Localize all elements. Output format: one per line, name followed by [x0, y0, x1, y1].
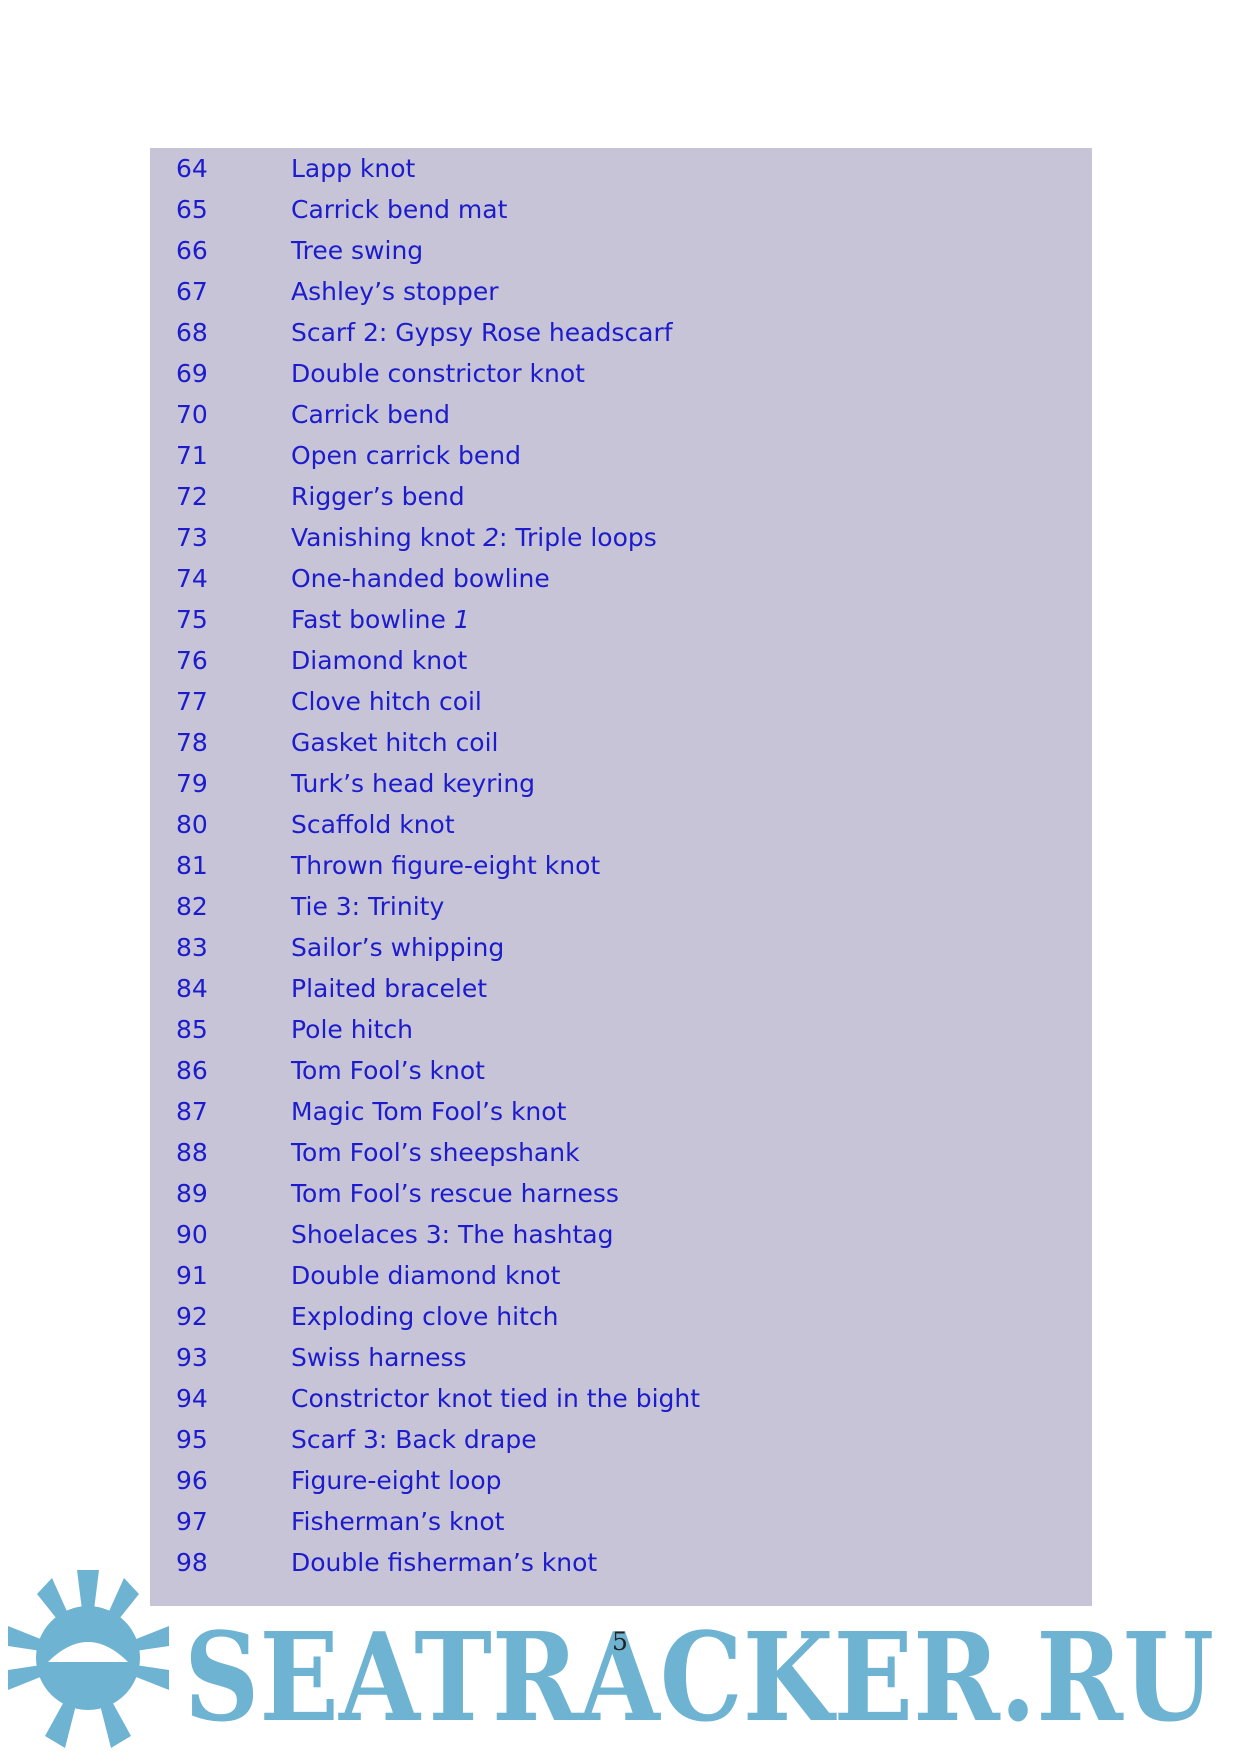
toc-entry-number: 92 [176, 1302, 208, 1331]
watermark-text: SEATRACKER.RU [184, 1605, 1214, 1749]
toc-entry-number: 79 [176, 769, 208, 798]
toc-entry-number: 91 [176, 1261, 208, 1290]
toc-entry-number: 77 [176, 687, 208, 716]
toc-entry-title: Scaffold knot [291, 810, 455, 839]
toc-entry [150, 230, 1092, 271]
toc-entry-number: 96 [176, 1466, 208, 1495]
toc-entry-title: Shoelaces 3: The hashtag [291, 1220, 614, 1249]
toc-entry-title: Tom Fool’s knot [291, 1056, 485, 1085]
toc-entry-title: Constrictor knot tied in the bight [291, 1384, 701, 1413]
toc-entry [150, 435, 1092, 476]
toc-entry-title: Pole hitch [291, 1015, 413, 1044]
toc-entry-number: 88 [176, 1138, 208, 1167]
toc-entry-number: 87 [176, 1097, 208, 1126]
toc-entry [150, 1378, 1092, 1419]
toc-entry [150, 148, 1092, 189]
toc-entry-title: Swiss harness [291, 1343, 467, 1372]
toc-entry [150, 1050, 1092, 1091]
toc-entry-number: 97 [176, 1507, 208, 1536]
toc-entry-number: 95 [176, 1425, 208, 1454]
seatracker-watermark [0, 1560, 1240, 1754]
toc-entry [150, 845, 1092, 886]
toc-entry [150, 681, 1092, 722]
italic-number: 1 [453, 605, 470, 634]
toc-entry-number: 85 [176, 1015, 208, 1044]
toc-entry [150, 476, 1092, 517]
toc-entry [150, 271, 1092, 312]
toc-entry [150, 189, 1092, 230]
toc-entry-number: 69 [176, 359, 208, 388]
toc-entry-title: Fisherman’s knot [291, 1507, 505, 1536]
toc-entry [150, 1501, 1092, 1542]
toc-entry [150, 394, 1092, 435]
toc-entry-title: Tree swing [291, 236, 424, 265]
toc-entry-number: 75 [176, 605, 208, 634]
toc-entry-title: Carrick bend [291, 400, 450, 429]
toc-entry-title: Carrick bend mat [291, 195, 508, 224]
toc-entry-title: Double diamond knot [291, 1261, 561, 1290]
toc-entry-title: Scarf 3: Back drape [291, 1425, 537, 1454]
toc-entry [150, 353, 1092, 394]
toc-entry-number: 78 [176, 728, 208, 757]
toc-entry-title: Vanishing knot 2: Triple loops [291, 523, 657, 552]
toc-entry [150, 927, 1092, 968]
toc-entry-title: Figure-eight loop [291, 1466, 502, 1495]
toc-entry-title: Tom Fool’s rescue harness [291, 1179, 619, 1208]
toc-entry [150, 1255, 1092, 1296]
toc-entry-title: Clove hitch coil [291, 687, 482, 716]
toc-entry [150, 1173, 1092, 1214]
toc-entry-title: Rigger’s bend [291, 482, 465, 511]
toc-entry-number: 90 [176, 1220, 208, 1249]
toc-entry-title: Double fisherman’s knot [291, 1548, 598, 1577]
toc-entry [150, 763, 1092, 804]
toc-entry-number: 67 [176, 277, 208, 306]
toc-entry [150, 1091, 1092, 1132]
toc-entry-number: 84 [176, 974, 208, 1003]
toc-entry-number: 82 [176, 892, 208, 921]
page-number: 5 [612, 1627, 628, 1656]
toc-entry-number: 86 [176, 1056, 208, 1085]
toc-entry-number: 72 [176, 482, 208, 511]
table-of-contents-panel [150, 148, 1092, 1606]
toc-entry-number: 74 [176, 564, 208, 593]
toc-entry-number: 64 [176, 154, 208, 183]
toc-entry-title: Turk’s head keyring [291, 769, 536, 798]
toc-entry-title: Ashley’s stopper [291, 277, 499, 306]
toc-entry-title: Open carrick bend [291, 441, 521, 470]
toc-entry [150, 517, 1092, 558]
toc-entry [150, 968, 1092, 1009]
toc-entry-number: 70 [176, 400, 208, 429]
toc-entry [150, 1296, 1092, 1337]
toc-entry-title: Double constrictor knot [291, 359, 585, 388]
toc-entry [150, 1009, 1092, 1050]
toc-entry-title: Exploding clove hitch [291, 1302, 559, 1331]
toc-entry-number: 71 [176, 441, 208, 470]
toc-entry [150, 312, 1092, 353]
toc-entry-title: Gasket hitch coil [291, 728, 499, 757]
toc-entry-title: Tie 3: Trinity [291, 892, 445, 921]
italic-number: 2 [483, 523, 500, 552]
toc-entry-title: Fast bowline 1 [291, 605, 470, 634]
toc-entry-number: 65 [176, 195, 208, 224]
toc-entry-number: 89 [176, 1179, 208, 1208]
toc-entry-number: 73 [176, 523, 208, 552]
toc-entry [150, 1337, 1092, 1378]
toc-entry-title: Magic Tom Fool’s knot [291, 1097, 567, 1126]
toc-entry-number: 98 [176, 1548, 208, 1577]
toc-entry [150, 886, 1092, 927]
toc-entry [150, 1460, 1092, 1501]
toc-entry [150, 599, 1092, 640]
toc-entry-number: 94 [176, 1384, 208, 1413]
toc-entry-title: Tom Fool’s sheepshank [291, 1138, 580, 1167]
toc-entry [150, 1419, 1092, 1460]
toc-entry-number: 81 [176, 851, 208, 880]
toc-entry-title: Sailor’s whipping [291, 933, 505, 962]
toc-entry-number: 76 [176, 646, 208, 675]
toc-entry-title: Lapp knot [291, 154, 416, 183]
toc-entry [150, 1132, 1092, 1173]
sunburst-icon [8, 1570, 169, 1748]
toc-entry [150, 640, 1092, 681]
toc-entry-number: 83 [176, 933, 208, 962]
toc-entry [150, 558, 1092, 599]
toc-entry-title: Plaited bracelet [291, 974, 488, 1003]
toc-entry-title: Thrown figure-eight knot [291, 851, 601, 880]
toc-entry-number: 93 [176, 1343, 208, 1372]
toc-entry-title: Scarf 2: Gypsy Rose headscarf [291, 318, 673, 347]
toc-entry-number: 68 [176, 318, 208, 347]
toc-entry-number: 66 [176, 236, 208, 265]
toc-entry-title: One-handed bowline [291, 564, 550, 593]
toc-entry [150, 722, 1092, 763]
toc-entry-number: 80 [176, 810, 208, 839]
toc-entry [150, 1214, 1092, 1255]
toc-entry-title: Diamond knot [291, 646, 468, 675]
toc-entry [150, 804, 1092, 845]
